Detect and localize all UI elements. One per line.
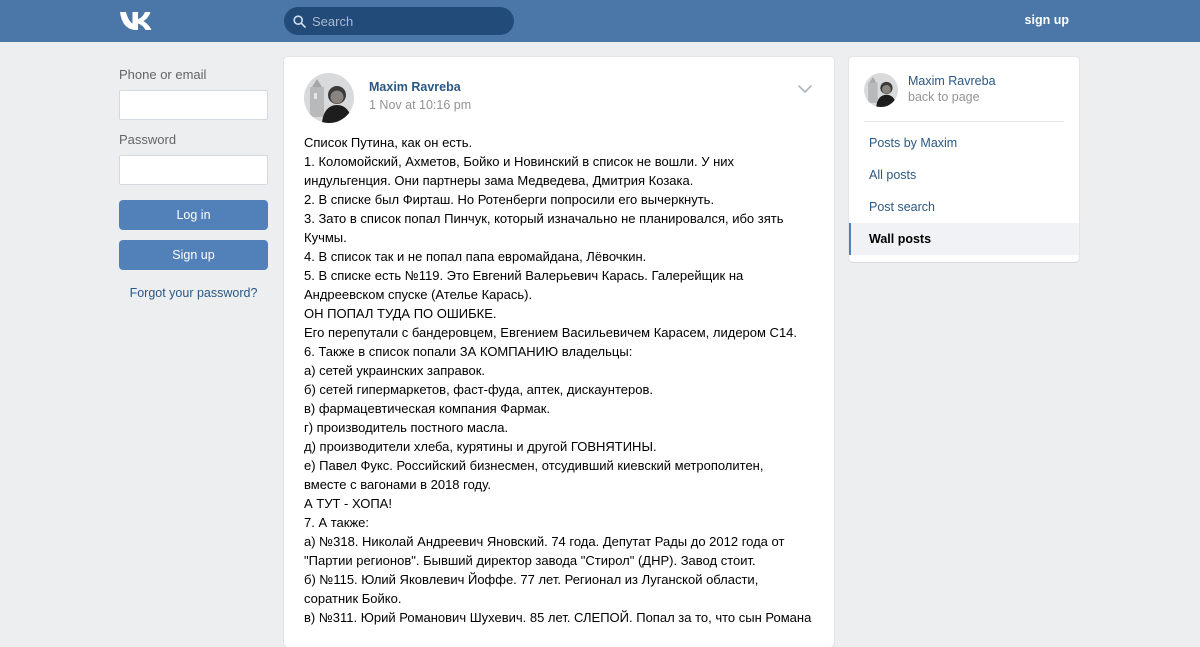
header-signup-link[interactable]: sign up [1024, 13, 1069, 27]
owner-avatar[interactable] [864, 73, 898, 107]
wall-post [284, 57, 834, 647]
nav-item-posts-by-owner[interactable]: Posts by Maxim [869, 136, 958, 150]
owner-name-link[interactable]: Maxim Ravreba [908, 74, 996, 88]
post-text-line: Андреевском спуске (Ателье Карась). [304, 287, 533, 302]
post-text-line: ОН ПОПАЛ ТУДА ПО ОШИБКЕ. [304, 306, 497, 321]
post-text-line: 6. Также в список попали ЗА КОМПАНИЮ владельцы: [304, 344, 633, 359]
password-input[interactable] [119, 155, 268, 185]
post-text-line: "Партии регионов". Бывший директор завода "Стирол" (ДНР). Завод стоит. [304, 553, 756, 568]
divider [864, 121, 1064, 122]
post-text-line: а) №318. Николай Андреевич Яновский. 74 года. Депутат Рады до 2012 года от [304, 534, 785, 549]
phone-label: Phone or email [119, 67, 207, 82]
post-text-line: 7. А также: [304, 515, 369, 530]
post-text-line: 5. В списке есть №119. Это Евгений Валерьевич Карась. Галерейщик на [304, 268, 744, 283]
post-text-line: 1. Коломойский, Ахметов, Бойко и Новинский в список не вошли. У них [304, 154, 735, 169]
chevron-down-icon[interactable] [797, 84, 813, 94]
phone-email-input[interactable] [119, 90, 268, 120]
post-text-line: А ТУТ - ХОПА! [304, 496, 392, 511]
post-text-line: индульгенция. Они партнеры зама Медведева, Дмитрия Козака. [304, 173, 694, 188]
post-text-line: соратник Бойко. [304, 591, 402, 606]
wall-nav-panel [849, 57, 1079, 262]
vk-logo-icon[interactable] [119, 10, 153, 32]
post-text-line: в) №311. Юрий Романович Шухевич. 85 лет. СЛЕПОЙ. Попал за то, что сын Романа [304, 610, 812, 625]
post-text-line: д) производители хлеба, курятины и другой ГОВНЯТИНЫ. [304, 439, 657, 454]
post-text-line: а) сетей украинских заправок. [304, 363, 486, 378]
search-icon [293, 15, 306, 28]
password-label: Password [119, 132, 177, 147]
top-bar [0, 0, 1200, 42]
back-to-page-link[interactable]: back to page [908, 90, 980, 104]
post-text-line: б) №115. Юлий Яковлевич Йоффе. 77 лет. Регионал из Луганской области, [304, 572, 759, 587]
post-text-line: б) сетей гипермаркетов, фаст-фуда, аптек, дискаунтеров. [304, 382, 653, 397]
post-text-line: 4. В список так и не попал папа евромайдана, Лёвочкин. [304, 249, 647, 264]
search-input[interactable] [312, 7, 507, 35]
nav-item-wall-posts[interactable]: Wall posts [849, 223, 1079, 255]
post-text-line: Список Путина, как он есть. [304, 135, 473, 150]
forgot-password-link[interactable]: Forgot your password? [129, 286, 258, 300]
search-bar[interactable] [284, 7, 514, 35]
post-date[interactable]: 1 Nov at 10:16 pm [369, 98, 472, 112]
post-text-line: г) производитель постного масла. [304, 420, 509, 435]
post-text-line: 2. В списке был Фирташ. Но Ротенберги попросили его вычеркнуть. [304, 192, 715, 207]
author-avatar[interactable] [304, 73, 354, 123]
post-text-line: е) Павел Фукс. Российский бизнесмен, отсудивший киевский метрополитен, [304, 458, 764, 473]
post-text-line: Его перепутали с бандеровцем, Евгением Васильевичем Карасем, лидером С14. [304, 325, 798, 340]
avatar-photo-icon [304, 73, 354, 123]
post-text [304, 133, 816, 627]
post-author-link[interactable]: Maxim Ravreba [369, 80, 461, 94]
post-text-line: 3. Зато в список попал Пинчук, который изначально не планировался, ибо зять [304, 211, 784, 226]
signup-button[interactable]: Sign up [119, 240, 268, 270]
login-button[interactable]: Log in [119, 200, 268, 230]
nav-item-post-search[interactable]: Post search [869, 200, 936, 214]
post-text-line: в) фармацевтическая компания Фармак. [304, 401, 551, 416]
nav-item-all-posts[interactable]: All posts [869, 168, 917, 182]
post-text-line: Кучмы. [304, 230, 347, 245]
post-text-line: вместе с вагонами в 2018 году. [304, 477, 491, 492]
avatar-photo-icon [864, 73, 898, 107]
